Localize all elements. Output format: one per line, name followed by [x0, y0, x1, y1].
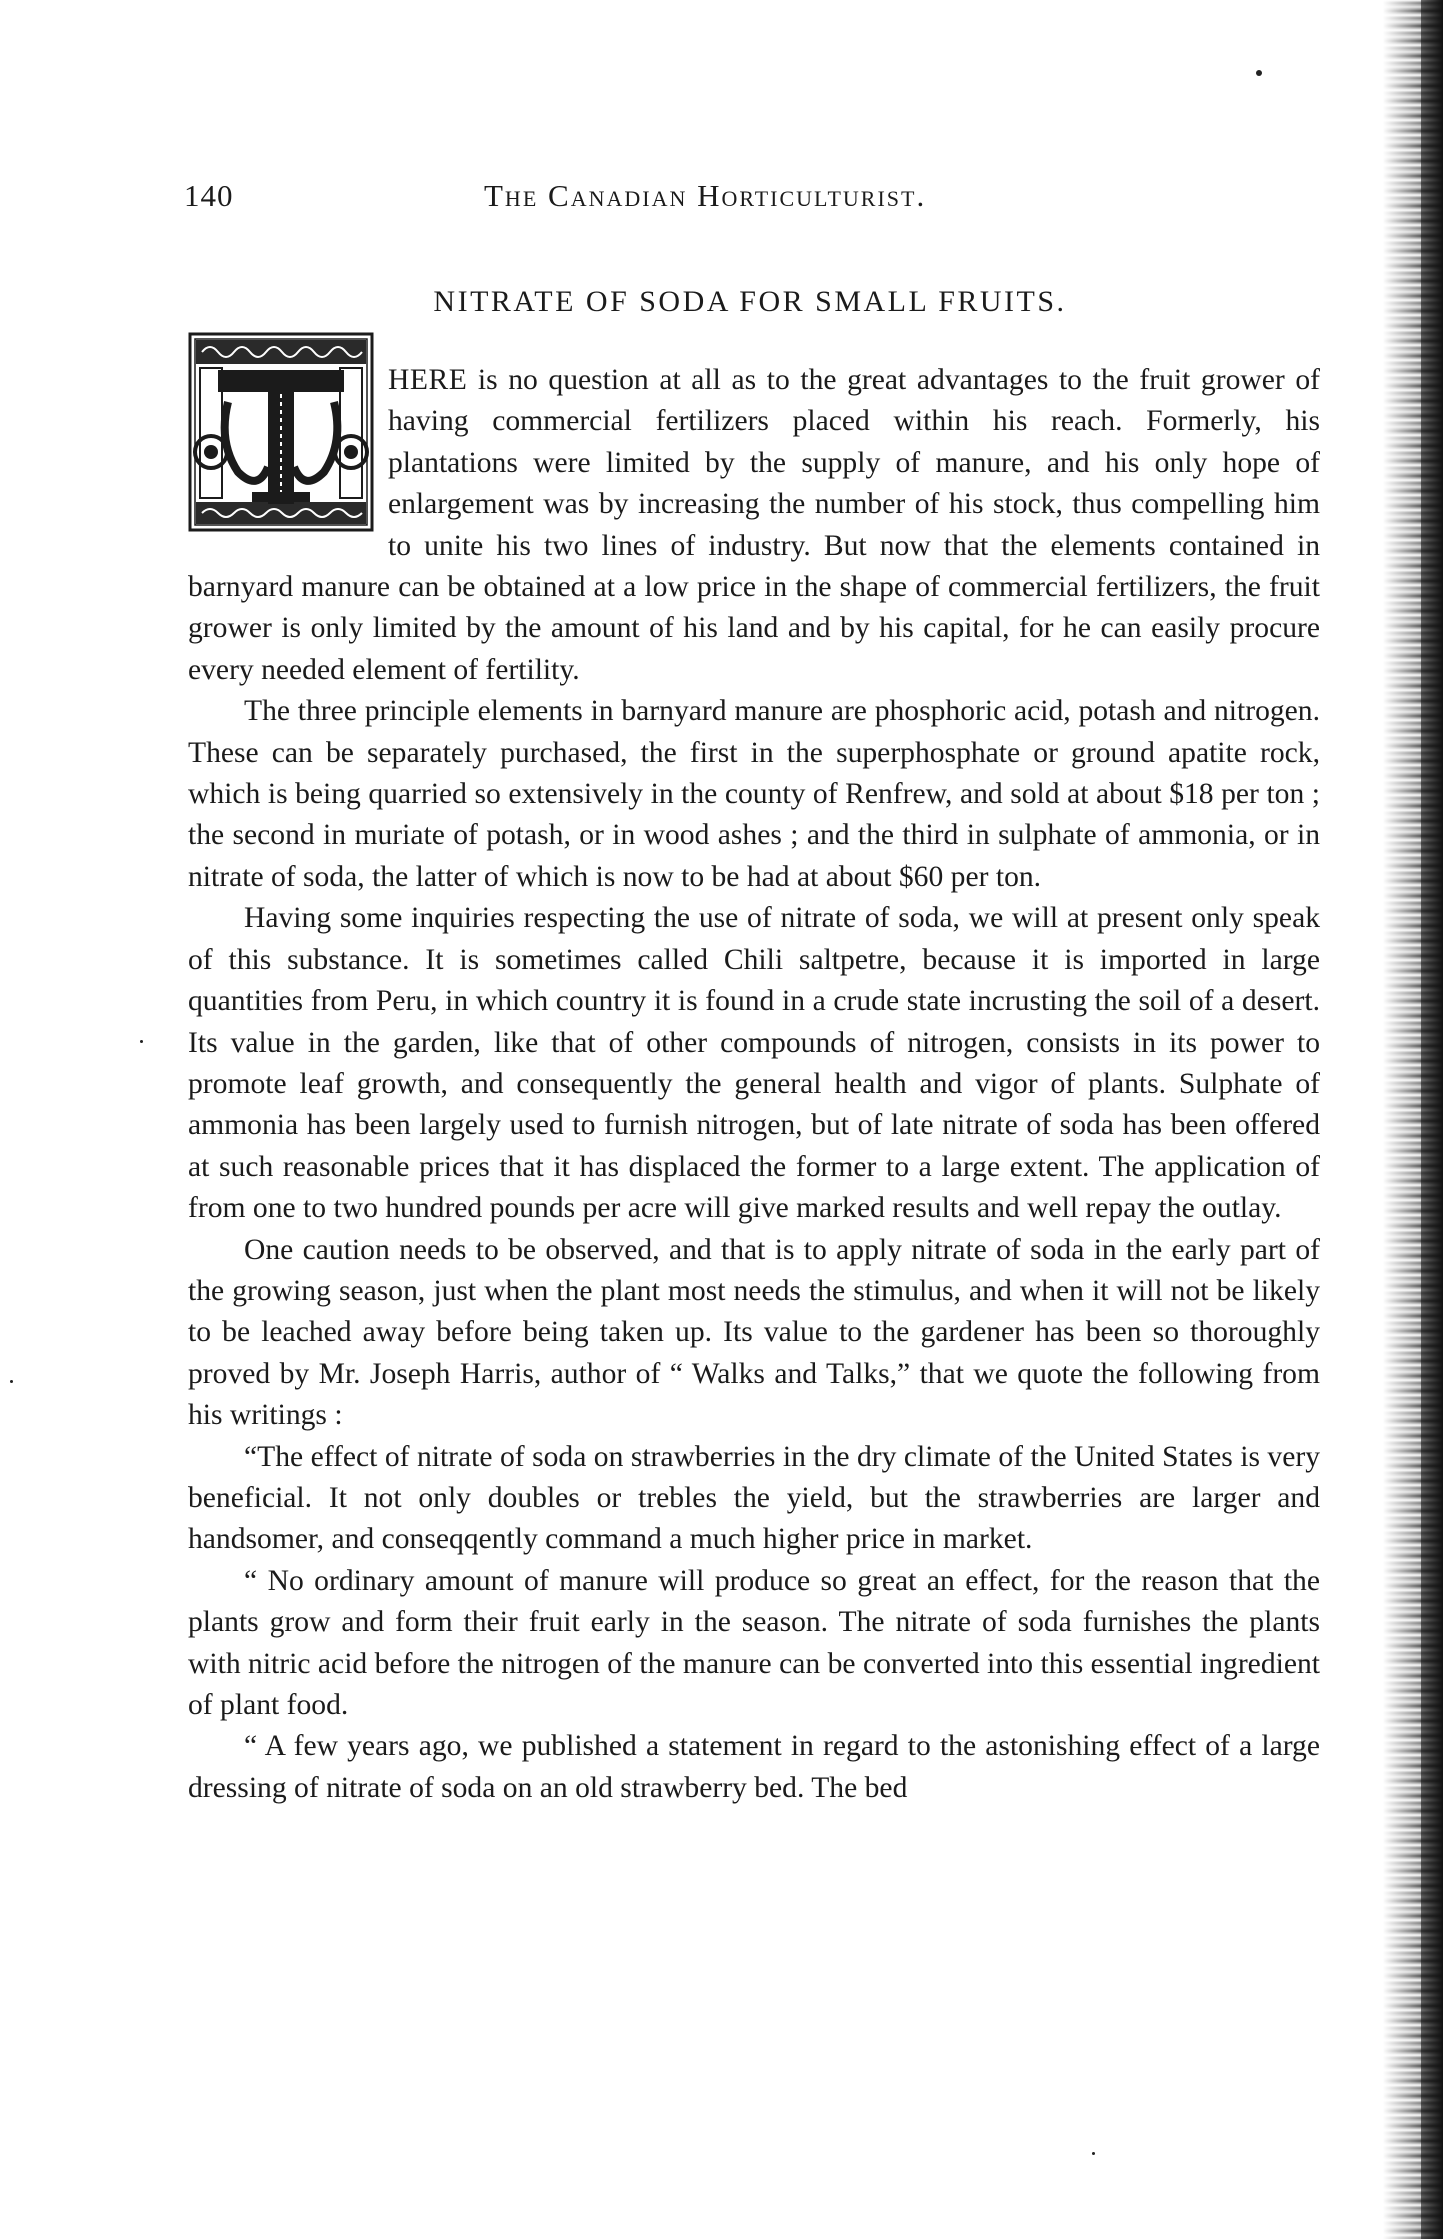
paragraph-6: “ No ordinary amount of manure will produce so great an effect, for the reason that the plants grow and form their fruit early in the season. The nitrate of soda furnishes the plants with nitric acid before the nitrogen of the manure can be converted into this essential ingredient of plant food. — [188, 1564, 1320, 1721]
running-head: The Canadian Horticulturist. — [484, 178, 927, 213]
article-title: NITRATE OF SODA FOR SMALL FRUITS. — [433, 285, 1067, 318]
print-speck — [1256, 70, 1262, 76]
paragraph-3: Having some inquiries respecting the use of nitrate of soda, we will at present only speak of this substance. It is sometimes called Chili saltpetre, because it is imported in large quantities from Peru, in which country it is found in a crude state incrusting the soil of a desert. Its value in the garden, like that of other compounds of nitrogen, consists in its power to promote leaf growth, and consequently the general health and vigor of plants. Sulphate of ammonia has been largely used to furnish nitrogen, but of late nitrate of soda has been offered at such reasonable prices that it has displaced the former to a large extent. The application of from one to two hundred pounds per acre will give marked results and well repay the outlay. — [188, 902, 1320, 1225]
ornamental-dropcap — [188, 332, 374, 532]
paragraph-4: One caution needs to be observed, and that is to apply nitrate of soda in the early part of the growing season, just when the plant most needs the stimulus, and when it will not be likely to be leached away before being taken up. Its value to the gardener has been so thoroughly proved by Mr. Joseph Harris, author of “ Walks and Talks,” that we quote the following from his writings : — [188, 1233, 1320, 1432]
article-body — [188, 360, 1320, 1809]
scan-edge — [1421, 0, 1443, 2239]
first-word: HERE — [388, 364, 468, 396]
paragraph-5: “The effect of nitrate of soda on strawberries in the dry climate of the United States is very beneficial. It not only doubles or trebles the yield, but the strawberries are larger and handsomer, and conseqqently command a much higher price in market. — [188, 1440, 1320, 1556]
paragraph-1 — [188, 360, 1320, 691]
print-speck — [140, 1040, 143, 1043]
paragraph-7: “ A few years ago, we published a statement in regard to the astonishing effect of a large dressing of nitrate of soda on an old strawberry bed. The bed — [188, 1730, 1320, 1804]
print-speck — [10, 1380, 13, 1383]
paragraph-1-text: is no question at all as to the great advantages to the fruit grower of having commercial fertilizers placed within his reach. Formerly, his plantations were limited by the supply of manure, and his only hope of enlargement was by increasing the number of his stock, thus compelling him to unite his two lines of industry. But now that the elements contained in barnyard manure can be obtained at a low price in the shape of commercial fertilizers, the fruit grower is only limited by the amount of his land and by his capital, for he can easily procure every needed element of fertility. — [188, 364, 1320, 686]
dropcap-ornament-icon — [188, 332, 374, 532]
page-number: 140 — [184, 178, 234, 213]
paragraph-2: The three principle elements in barnyard manure are phosphoric acid, potash and nitrogen. These can be separately purchased, the first in the superphosphate or ground apatite rock, which is being quarried so extensively in the county of Renfrew, and sold at about $18 per ton ; the second in muriate of potash, or in wood ashes ; and the third in sulphate of ammonia, or in nitrate of soda, the latter of which is now to be had at about $60 per ton. — [188, 695, 1320, 893]
print-speck — [1092, 2152, 1095, 2155]
page-header — [184, 178, 1314, 228]
